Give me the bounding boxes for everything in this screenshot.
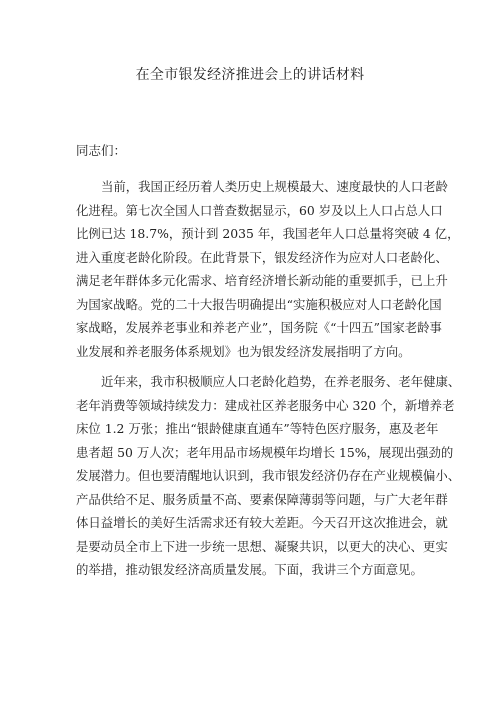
paragraph-line: 进入重度老龄化阶段。在此背景下，银发经济作为应对人口老龄化、 (76, 249, 448, 265)
paragraph-line: 业发展和养老服务体系规划》也为银发经济发展指明了方向。 (76, 343, 411, 359)
paragraph-line: 近年来，我市积极顺应人口老龄化趋势，在养老服务、老年健康、 (101, 374, 461, 389)
salutation: 同志们： (76, 143, 127, 158)
paragraph-line: 体日益增长的美好生活需求还有较大差距。今天召开这次推进会，就 (76, 515, 448, 530)
paragraph-line: 家战略，发展养老事业和养老产业”，国务院《“十四五”国家老龄事 (76, 320, 442, 335)
paragraph-line: 发展潜力。但也要清醒地认识到，我市银发经济仍存在产业规模偏小、 (76, 468, 461, 483)
document-title: 在全市银发经济推进会上的讲话材料 (135, 67, 365, 83)
paragraph-1 (76, 175, 460, 363)
paragraph-line: 满足老年群体多元化需求、培育经济增长新动能的重要抓手，已上升 (76, 273, 448, 288)
paragraph-line: 化进程。第七次全国人口普查数据显示，60 岁及以上人口占总人口 (76, 202, 443, 218)
paragraph-line: 的举措，推动银发经济高质量发展。下面，我讲三个方面意见。 (76, 562, 423, 577)
paragraph-line: 床位 1.2 万张；推出“银龄健康直通车”等特色医疗服务，惠及老年 (76, 421, 439, 436)
paragraph-line: 产品供给不足、服务质量不高、要素保障薄弱等问题，与广大老年群 (76, 491, 448, 507)
paragraph-line: 当前，我国正经历着人类历史上规模最大、速度最快的人口老龄 (101, 179, 448, 194)
paragraph-line: 为国家战略。党的二十大报告明确提出“实施积极应对人口老龄化国 (76, 296, 442, 312)
paragraph-2 (76, 370, 461, 582)
paragraph-line: 是要动员全市上下进一步统一思想、凝聚共识，以更大的决心、更实 (76, 538, 448, 554)
paragraph-line: 患者超 50 万人次；老年用品市场规模年均增长 15%，展现出强劲的 (76, 444, 454, 460)
paragraph-line: 老年消费等领域持续发力：建成社区养老服务中心 320 个，新增养老 (76, 397, 455, 413)
paragraph-line: 比例已达 18.7%，预计到 2035 年，我国老年人口总量将突破 4 亿， (76, 226, 460, 241)
